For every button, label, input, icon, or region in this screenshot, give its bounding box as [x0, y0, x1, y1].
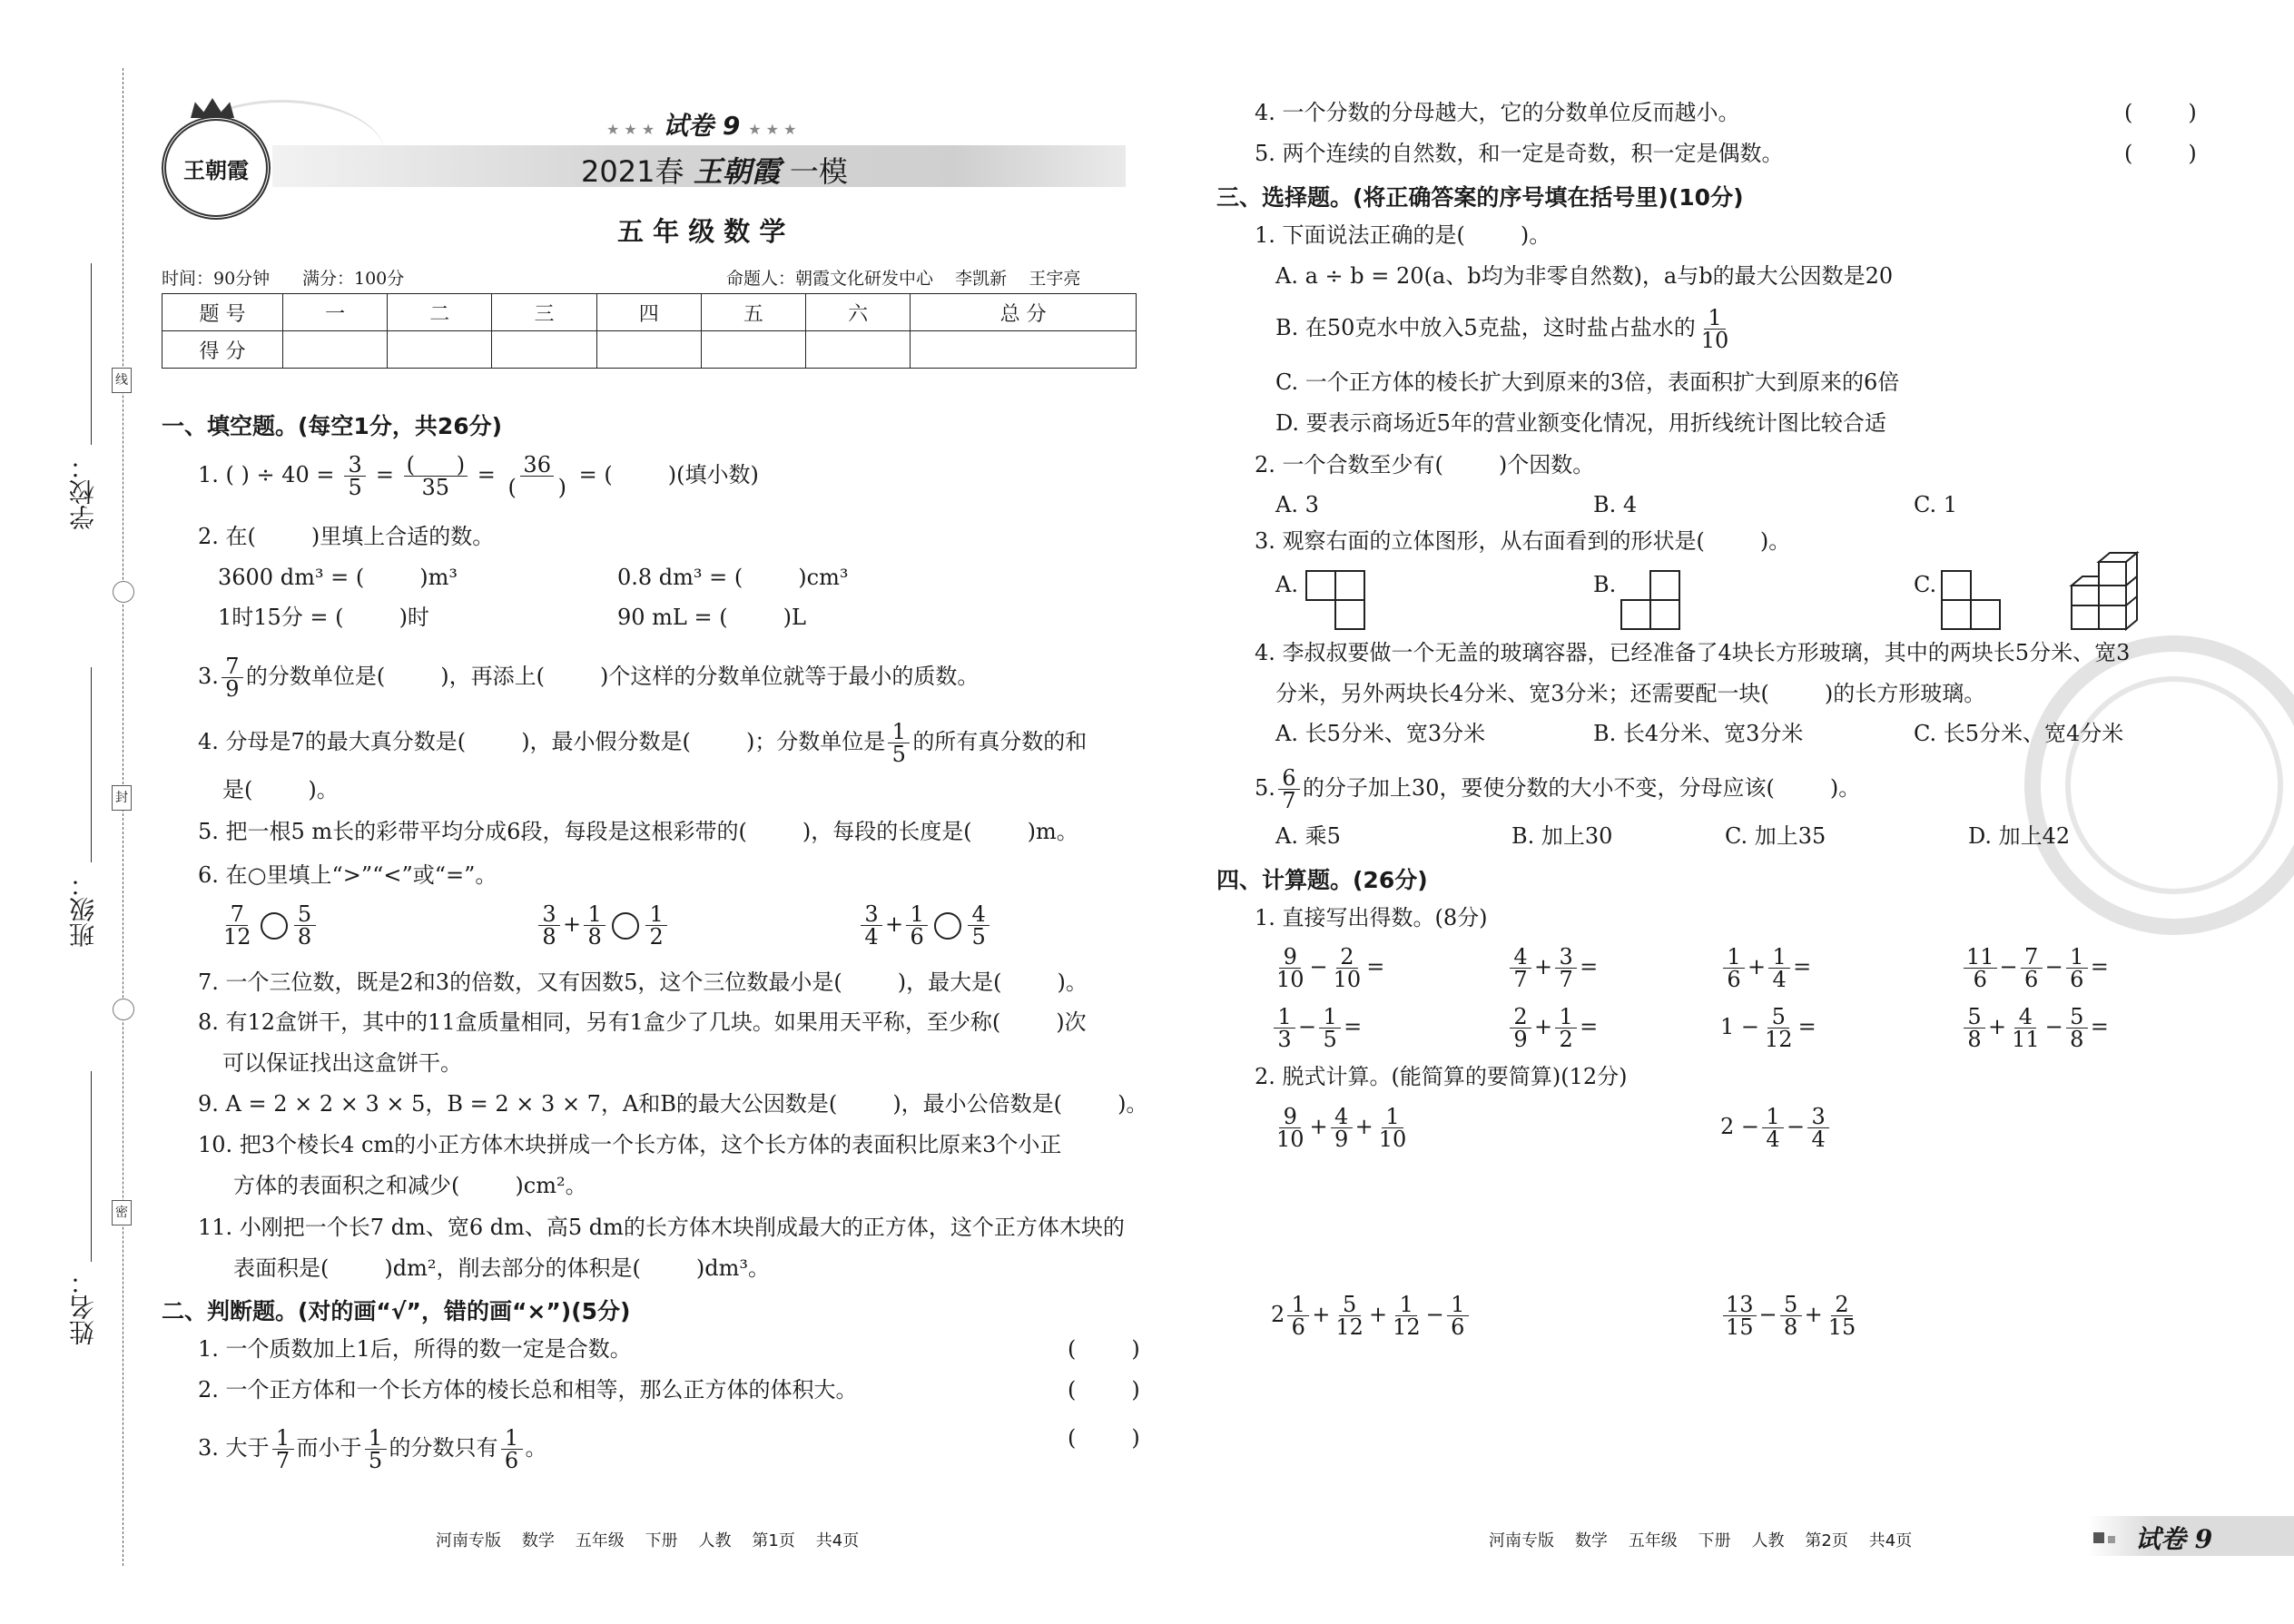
q1-3 [198, 655, 979, 700]
fraction: $\frac{1}{5}$ [888, 721, 910, 765]
q3-4a: 4. 李叔叔要做一个无盖的玻璃容器，已经准备了4块长方形玻璃，其中的两块长5分米、宽3 [1255, 640, 2131, 665]
q3-1: 1. 下面说法正确的是( )。 [1255, 222, 1551, 248]
name-line [91, 1071, 92, 1262]
operator: − [1309, 954, 1328, 979]
operator: + [563, 911, 582, 937]
fraction: $\frac{1}{12}$ [1393, 1292, 1421, 1340]
equals: = [1797, 1014, 1816, 1039]
section4-title: 四、计算题。(26分) [1216, 867, 1428, 893]
equals: = [1366, 954, 1385, 979]
seal-dot [113, 999, 134, 1020]
title-suffix: 一模 [789, 154, 848, 189]
q1-5: 5. 把一根5 m长的彩带平均分成6段，每段是这根彩带的( )，每段的长度是( )m。 [198, 819, 1078, 844]
fraction: 36 ( ) [507, 452, 566, 500]
title-brand: 王朝霞 [693, 154, 781, 189]
operator: − [2044, 954, 2063, 979]
q3-1b [1275, 307, 1734, 351]
q-text: B. 在50克水中放入5克盐，这时盐占盐水的 [1275, 315, 1696, 340]
q-text: 5. [1255, 775, 1275, 801]
q3-5 [1255, 767, 1860, 812]
operator: + [1534, 954, 1553, 979]
fraction: $\frac{1}{3}$ [1274, 1006, 1295, 1050]
fraction: $\frac{4}{7}$ [1510, 946, 1531, 990]
operator: + [1534, 1014, 1553, 1039]
fraction: $\frac{1}{2}$ [1555, 1006, 1577, 1050]
fraction: $\frac{1}{6}$ [1723, 946, 1745, 990]
operator: + [1368, 1302, 1388, 1327]
fraction: $\frac{1}{4}$ [1762, 1106, 1784, 1150]
footer-badge-squares [2093, 1532, 2104, 1543]
q-text: = [477, 462, 496, 487]
q3-1c: C. 一个正方体的棱长扩大到原来的3倍，表面积扩大到原来的6倍 [1275, 369, 1900, 395]
fraction: ( ) 35 [404, 454, 468, 498]
fraction: $\frac{7}{6}$ [2021, 946, 2043, 990]
fraction: $\frac{3}{4}$ [861, 903, 882, 948]
fraction: $\frac{11}{6}$ [1964, 946, 1997, 990]
equals: = [2090, 954, 2109, 979]
q1-11a: 11. 小刚把一个长7 dm、宽6 dm、高5 dm的长方体木块削成最大的正方体，这个正方体木块的 [198, 1215, 1125, 1240]
exam-authors: 命题人：朝霞文化研发中心 李凯新 王宇亮 [726, 269, 1081, 289]
answer-paren[interactable]: ( ) [2124, 100, 2197, 125]
score-input-cell[interactable] [911, 331, 1137, 369]
fraction: $\frac{5}{8}$ [1964, 1006, 1985, 1050]
score-cell: 一 [283, 294, 388, 331]
q-text: 。 [525, 1435, 547, 1461]
calc-r2-2 [1507, 1006, 1598, 1050]
operator: + [1312, 1302, 1331, 1327]
fraction: $\frac{5}{12}$ [1765, 1004, 1793, 1052]
q1-11b: 表面积是( )dm²，削去部分的体积是( )dm³。 [233, 1255, 770, 1281]
operator: − [1298, 1014, 1317, 1039]
exam-time: 时间：90分钟 [162, 269, 271, 289]
q3-4b: 分米，另外两块长4分米、宽3分米；还需要配一块( )的长方形玻璃。 [1275, 681, 1986, 706]
calc-r2-4 [1961, 1006, 2109, 1050]
fraction: $\frac{2}{15}$ [1827, 1292, 1856, 1340]
expr-1 [1271, 1106, 1412, 1150]
score-cell: 四 [596, 294, 701, 331]
q-text: = [375, 462, 394, 487]
name-label: 姓名： [68, 1269, 98, 1345]
answer-paren[interactable]: ( ) [2124, 141, 2197, 166]
q1-2: 2. 在( )里填上合适的数。 [198, 524, 495, 549]
q3-2a: A. 3 [1275, 492, 1319, 517]
fraction: $\frac{6}{7}$ [1278, 767, 1300, 812]
mi-seal-inner [2065, 676, 2283, 894]
fraction: $\frac{1}{8}$ [584, 903, 605, 948]
answer-paren[interactable]: ( ) [1068, 1377, 1140, 1403]
score-input-cell[interactable] [283, 331, 388, 369]
fraction: $\frac{4}{5}$ [968, 903, 989, 948]
operator: + [1804, 1302, 1823, 1327]
fraction: $\frac{1}{5}$ [365, 1427, 387, 1471]
q1-4b: 是( )。 [222, 777, 339, 802]
q1-1 [198, 454, 759, 498]
exam-full-score: 满分：100分 [302, 269, 405, 289]
school-label: 学校： [68, 454, 98, 530]
q1-2b: 0.8 dm³ = ( )cm³ [617, 565, 849, 590]
fraction: $\frac{3}{5}$ [344, 454, 366, 498]
operator: + [1354, 1114, 1373, 1139]
fraction: $\frac{1}{6}$ [501, 1427, 523, 1471]
footer-left: 河南专版 数学 五年级 下册 人教 第1页 共4页 [436, 1531, 860, 1550]
expr-3 [1271, 1294, 1472, 1338]
q1-6b [536, 903, 670, 948]
calc-r2-1 [1271, 1006, 1362, 1050]
q4-1: 1. 直接写出得数。(8分) [1255, 905, 1488, 930]
q1-6: 6. 在○里填上“>”“<”或“=”。 [198, 862, 497, 888]
operator: − [2044, 1014, 2063, 1039]
q3-4-opt-b: B. 长4分米、宽3分米 [1593, 721, 1804, 746]
fraction: $\frac{1}{4}$ [1768, 946, 1790, 990]
score-cell: 五 [701, 294, 805, 331]
calc-r1-3 [1720, 946, 1811, 990]
q1-7: 7. 一个三位数，既是2和3的倍数，又有因数5，这个三位数最小是( )，最大是( )。 [198, 969, 1088, 995]
fraction: $\frac{1}{6}$ [906, 903, 928, 948]
operator: − [1758, 1302, 1777, 1327]
title-prefix: 2021春 [581, 154, 684, 189]
q2-2: 2. 一个正方体和一个长方体的棱长总和相等，那么正方体的体积大。 [198, 1377, 858, 1403]
q-text: = ( )(填小数) [578, 462, 759, 487]
paper-number-line [606, 106, 796, 143]
q2-4: 4. 一个分数的分母越大，它的分数单位反而越小。 [1255, 100, 1740, 125]
cube-stack-figure [2061, 549, 2161, 631]
fraction: $\frac{1}{6}$ [1287, 1294, 1309, 1338]
fraction: $\frac{5}{8}$ [2066, 1006, 2088, 1050]
exam-title [581, 149, 848, 191]
whole-number: 2 [1271, 1302, 1285, 1327]
q3-3-opt-a: A. [1275, 572, 1298, 597]
score-input-cell[interactable] [492, 331, 596, 369]
q3-2b: B. 4 [1593, 492, 1638, 517]
brand-logo [162, 116, 271, 220]
subject-title: 五 年 级 数 学 [617, 216, 786, 247]
fraction: $\frac{3}{4}$ [1807, 1106, 1829, 1150]
q3-5-opt-b: B. 加上30 [1511, 823, 1613, 849]
score-input-cell[interactable] [596, 331, 701, 369]
logo-crown-icon [191, 98, 234, 118]
stars-right: ★ ★ ★ [748, 121, 797, 138]
fraction: $\frac{13}{15}$ [1723, 1294, 1757, 1338]
answer-paren[interactable]: ( ) [1068, 1336, 1140, 1362]
compare-circle[interactable] [612, 912, 639, 940]
score-input-cell[interactable] [806, 331, 911, 369]
score-input-cell[interactable] [388, 331, 492, 369]
section2-title: 二、判断题。(对的画“√”，错的画“×”)(5分) [162, 1298, 631, 1324]
operator: − [1787, 1114, 1806, 1139]
expr-4 [1720, 1294, 1861, 1338]
fraction: $\frac{3}{7}$ [1555, 946, 1577, 990]
fraction: $\frac{1}{10}$ [1700, 305, 1729, 353]
calc-r1-4 [1961, 946, 2109, 990]
fraction: $\frac{4}{9}$ [1331, 1106, 1353, 1150]
q1-10a: 10. 把3个棱长4 cm的小正方体木块拼成一个长方体，这个长方体的表面积比原来3个小正 [198, 1132, 1062, 1157]
compare-circle[interactable] [934, 912, 961, 940]
q2-3 [198, 1427, 547, 1471]
fraction: $\frac{1}{7}$ [272, 1427, 294, 1471]
q3-4-opt-c: C. 长5分米、宽4分米 [1914, 721, 2124, 746]
fraction: $\frac{1}{2}$ [645, 903, 667, 948]
q-text: 的分子加上30，要使分数的大小不变，分母应该( )。 [1302, 775, 1861, 801]
q1-2a: 3600 dm³ = ( )m³ [218, 565, 458, 590]
fraction: $\frac{1}{10}$ [1378, 1104, 1407, 1152]
compare-circle[interactable] [261, 912, 288, 940]
equals: = [1580, 954, 1599, 979]
score-cell: 题 号 [162, 294, 283, 331]
whole-number: 1 − [1720, 1014, 1760, 1039]
score-table [162, 293, 1137, 369]
operator: + [1988, 1014, 2007, 1039]
q-text: 的所有真分数的和 [912, 729, 1088, 754]
operator: + [1309, 1114, 1328, 1139]
q3-1a: A. a ÷ b = 20(a、b均为非零自然数)，a与b的最大公因数是20 [1275, 263, 1894, 289]
section3-title: 三、选择题。(将正确答案的序号填在括号里)(10分) [1216, 184, 1744, 211]
q-text: 4. 分母是7的最大真分数是( )，最小假分数是( )；分数单位是 [198, 729, 886, 754]
fraction: $\frac{1}{5}$ [1319, 1006, 1341, 1050]
q1-10b: 方体的表面积之和减少( )cm²。 [233, 1173, 587, 1198]
fraction: $\frac{5}{8}$ [1780, 1294, 1802, 1338]
q-text: 的分数只有 [389, 1435, 498, 1461]
q1-6a [218, 903, 319, 948]
fraction: $\frac{5}{12}$ [1335, 1292, 1364, 1340]
operator: + [885, 911, 904, 937]
score-cell: 六 [806, 294, 911, 331]
operator: − [1425, 1302, 1444, 1327]
q-text: 的分数单位是( )，再添上( )个这样的分数单位就等于最小的质数。 [245, 664, 980, 689]
q1-9: 9. A = 2 × 2 × 3 × 5，B = 2 × 3 × 7，A和B的最大公因数是( )，最小公倍数是( )。 [198, 1091, 1148, 1117]
fraction: $\frac{9}{10}$ [1276, 1104, 1305, 1152]
q-text: 1. ( ) ÷ 40 = [198, 462, 335, 487]
fraction: $\frac{2}{9}$ [1510, 1006, 1531, 1050]
score-cell: 二 [388, 294, 492, 331]
q3-2c: C. 1 [1914, 492, 1958, 517]
fraction: $\frac{2}{10}$ [1333, 944, 1362, 992]
q1-8b: 可以保证找出这盒饼干。 [222, 1050, 462, 1076]
q1-4 [198, 721, 1087, 765]
school-line [91, 263, 92, 445]
q-text: 3. [198, 664, 219, 689]
paper-number: 试卷 9 [663, 111, 741, 141]
q3-3: 3. 观察右面的立体图形，从右面看到的形状是( )。 [1255, 528, 1791, 554]
whole-number: 2 − [1720, 1114, 1760, 1139]
q4-2: 2. 脱式计算。(能简算的要简算)(12分) [1255, 1064, 1628, 1089]
answer-paren[interactable]: ( ) [1068, 1425, 1140, 1451]
fraction: $\frac{7}{9}$ [222, 655, 243, 700]
fraction: $\frac{4}{11}$ [2012, 1004, 2040, 1052]
seal-dot [113, 581, 134, 603]
score-header-row [162, 294, 1137, 331]
seal-mark-mi: 密 [112, 1200, 132, 1225]
fraction: $\frac{7}{12}$ [223, 901, 251, 950]
stars-left: ★ ★ ★ [606, 121, 655, 138]
score-input-cell[interactable] [701, 331, 805, 369]
fraction: $\frac{3}{8}$ [538, 903, 560, 948]
seal-mark-feng: 封 [112, 785, 132, 811]
class-label: 班级： [68, 871, 98, 948]
fraction: $\frac{9}{10}$ [1276, 944, 1305, 992]
q3-4-opt-a: A. 长5分米、宽3分米 [1275, 721, 1486, 746]
score-cell: 得 分 [162, 331, 283, 369]
operator: + [1748, 954, 1767, 979]
equals: = [2090, 1014, 2109, 1039]
brand-logo-text: 王朝霞 [183, 156, 249, 183]
q2-5: 5. 两个连续的自然数，和一定是奇数，积一定是偶数。 [1255, 141, 1784, 166]
q1-8a: 8. 有12盒饼干，其中的11盒质量相同，另有1盒少了几块。如果用天平称，至少称( )次 [198, 1009, 1087, 1035]
fraction: $\frac{5}{8}$ [294, 903, 316, 948]
fraction: $\frac{1}{6}$ [1447, 1294, 1469, 1338]
q3-2: 2. 一个合数至少有( )个因数。 [1255, 452, 1595, 477]
section1-title: 一、填空题。(每空1分，共26分) [162, 413, 503, 439]
footer-badge-squares [2108, 1536, 2115, 1543]
q-text: 而小于 [296, 1435, 362, 1461]
q1-6c [858, 903, 992, 948]
equals: = [1580, 1014, 1599, 1039]
equals: = [1793, 954, 1812, 979]
expr-2 [1720, 1106, 1832, 1150]
q3-5-opt-d: D. 加上42 [1968, 823, 2071, 849]
footer-right: 河南专版 数学 五年级 下册 人教 第2页 共4页 [1489, 1531, 1913, 1550]
class-line [91, 667, 92, 862]
operator: − [1999, 954, 2018, 979]
q-text: 3. 大于 [198, 1435, 270, 1461]
calc-r2-3 [1720, 1006, 1816, 1050]
footer-badge: 试卷 9 [2135, 1524, 2213, 1554]
score-value-row [162, 331, 1137, 369]
q1-2d: 90 mL = ( )L [617, 605, 806, 630]
q2-1: 1. 一个质数加上1后，所得的数一定是合数。 [198, 1336, 632, 1362]
equals: = [1344, 1014, 1363, 1039]
q3-5-opt-c: C. 加上35 [1725, 823, 1826, 849]
calc-r1-2 [1507, 946, 1598, 990]
score-cell: 总 分 [911, 294, 1137, 331]
fraction: $\frac{1}{6}$ [2066, 946, 2088, 990]
q3-5-opt-a: A. 乘5 [1275, 823, 1341, 849]
seal-mark-xian: 线 [112, 368, 132, 393]
q3-1d: D. 要表示商场近5年的营业额变化情况，用折线统计图比较合适 [1275, 410, 1886, 436]
q3-3-opt-c: C. [1914, 572, 1937, 597]
calc-r1-1 [1271, 946, 1384, 990]
score-cell: 三 [492, 294, 596, 331]
q3-3-opt-b: B. [1593, 572, 1617, 597]
q1-2c: 1时15分 = ( )时 [218, 605, 429, 630]
